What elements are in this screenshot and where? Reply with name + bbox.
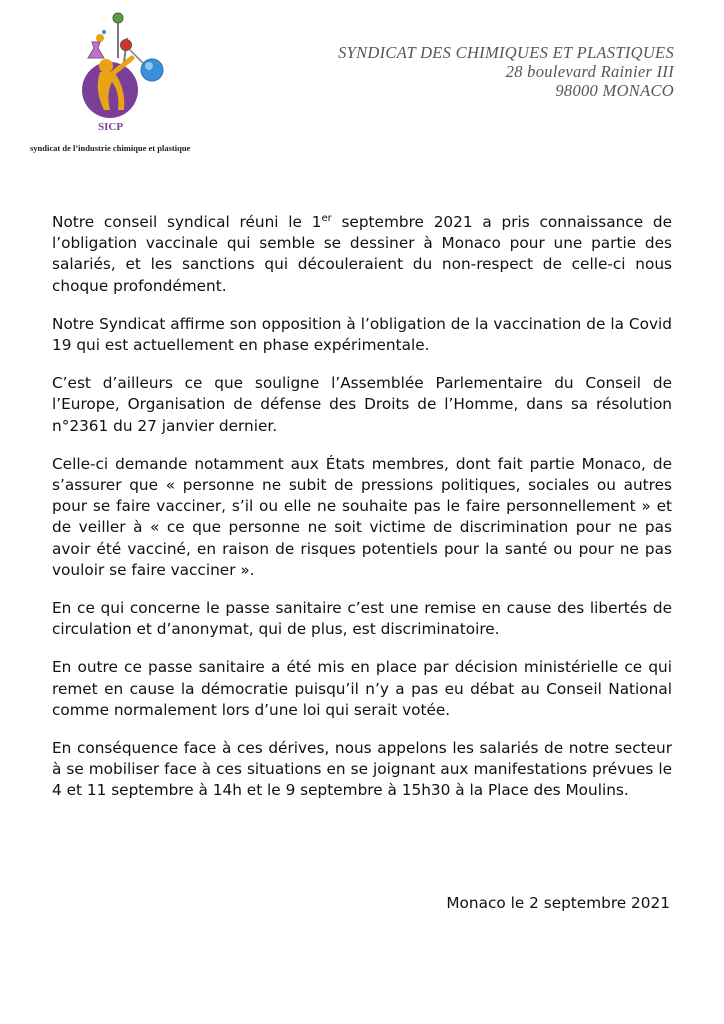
letterhead [338, 43, 674, 100]
address-street: 28 boulevard Rainier III [505, 62, 674, 81]
address-city: 98000 MONACO [555, 81, 674, 100]
organization-name: SYNDICAT DES CHIMIQUES ET PLASTIQUES [338, 43, 674, 62]
paragraph-1-rest: septembre 2021 a pris connaissance de l’obligation vaccinale qui semble se dessiner à Monaco pour une partie des salariés, et les sanctions qui découleraient du non-respect de celle-ci nous choque profondément. [52, 213, 673, 295]
paragraph-1-start: Notre conseil syndical réuni le 1 [52, 213, 322, 231]
paragraph-7: En conséquence face à ces dérives, nous appelons les salariés de notre secteur à se mobiliser face à ces situations en se joignant aux manifestations prévues le 4 et 11 septembre à 14h et le 9 septembre à 15h30 à la Place des Moulins. [52, 739, 672, 800]
paragraph-6: En outre ce passe sanitaire a été mis en place par décision ministérielle ce qui remet en cause la démocratie puisqu’il n’y a pas eu débat au Conseil National comme normalement lors d’une loi qui serait votée. [52, 658, 672, 719]
paragraph-2: Notre Syndicat affirme son opposition à l’obligation de la vaccination de la Covid 19 qui est actuellement en phase expérimentale. [52, 314, 672, 355]
paragraph-1 [52, 212, 672, 297]
ordinal-superscript: er [321, 212, 332, 224]
letter-body [52, 212, 672, 819]
logo-caption: syndicat de l’industrie chimique et plastique [30, 143, 191, 153]
paragraph-5: En ce qui concerne le passe sanitaire c’est une remise en cause des libertés de circulation et d’anonymat, qui de plus, est discriminatoire. [52, 599, 672, 639]
paragraph-3: C’est d’ailleurs ce que souligne l’Assemblée Parlementaire du Conseil de l’Europe, Organisation de défense des Droits de l’Homme, dans sa résolution n°2361 du 27 janvier dernier. [52, 374, 672, 435]
logo-acronym: SICP [98, 121, 124, 133]
union-logo [60, 10, 180, 135]
logo-graphic-icon [60, 10, 180, 135]
date-signature: Monaco le 2 septembre 2021 [446, 894, 670, 912]
paragraph-4: Celle-ci demande notamment aux États membres, dont fait partie Monaco, de s’assurer que « personne ne subit de pressions politiques, sociales ou autres pour se faire vacciner, s’il ou elle ne souhaite pas le faire personnellement » et de veiller à « ce que personne ne soit victime de discrimination pour ne pas avoir été vacciné, en raison de risques potentiels pour la santé ou pour ne pas vouloir se faire vacciner ». [52, 454, 672, 579]
